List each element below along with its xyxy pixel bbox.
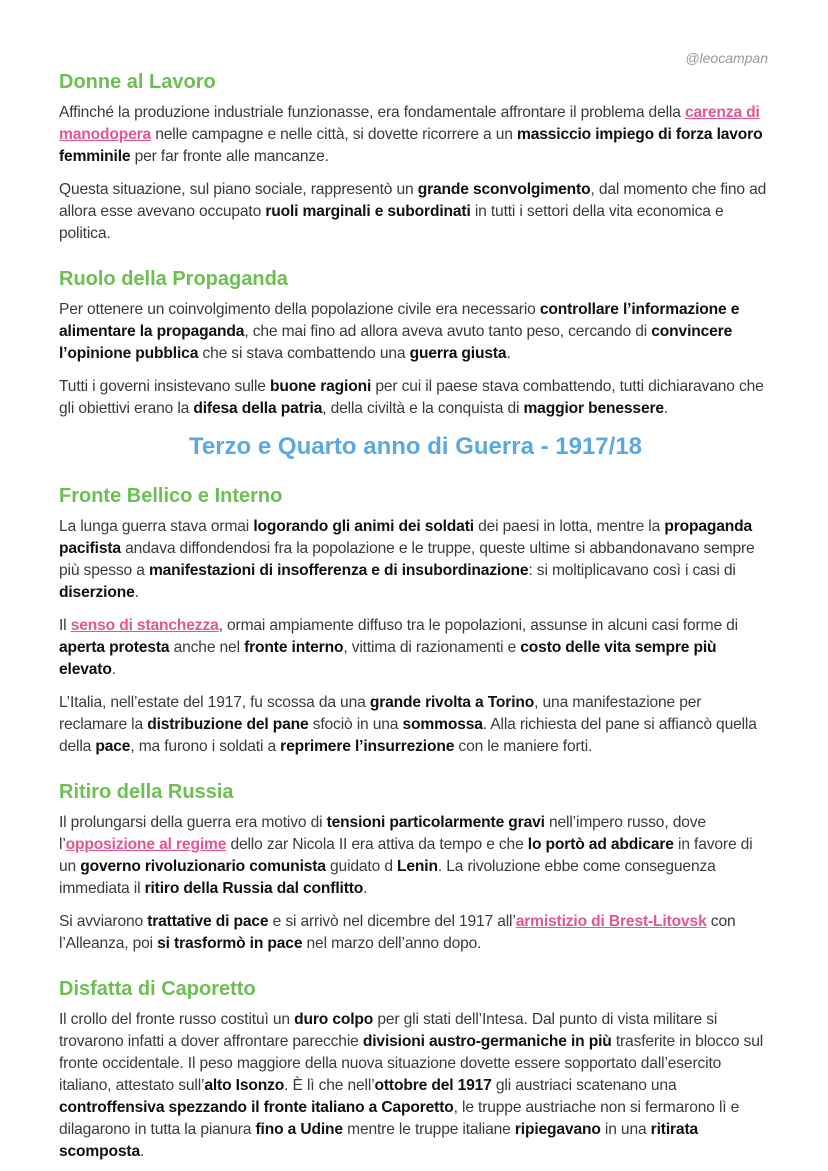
text-run: Il crollo del fronte russo costituì un	[59, 1011, 295, 1028]
bold-text: diserzione	[59, 584, 135, 601]
text-run: anche nel	[169, 639, 245, 656]
bold-text: divisioni austro-germaniche in più	[362, 1033, 612, 1050]
author-handle: @leocampan	[685, 50, 768, 66]
paragraph	[59, 299, 772, 365]
text-run: gli austriaci scatenano una	[491, 1077, 677, 1094]
text-run: .	[134, 584, 139, 601]
paragraph	[59, 812, 772, 900]
text-run: Il prolungarsi della guerra era motivo di	[59, 814, 327, 831]
bold-text: reprimere l’insurrezione	[280, 738, 455, 755]
text-run: nelle campagne e nelle città, si dovette ricorrere a un	[151, 126, 517, 143]
text-run: . È lì che nell’	[284, 1077, 375, 1094]
bold-text: costo delle vita sempre più elevato	[59, 639, 717, 678]
text-run: per gli stati dell’Intesa. Dal punto di vista militare si trovarono infatti a dover affrontare parecchie	[59, 1011, 718, 1050]
text-run: guidato d	[325, 858, 398, 875]
document-content	[59, 70, 772, 1163]
bold-text: lo portò ad abdicare	[527, 836, 674, 853]
bold-text: ritiro della Russia dal conflitto	[144, 880, 364, 897]
bold-text: sommossa	[402, 716, 483, 733]
bold-text: ruoli marginali e subordinati	[265, 203, 471, 220]
text-run: , vittima di razionamenti e	[343, 639, 521, 656]
text-run: andava diffondendosi fra la popolazione e le truppe, queste ultime si abbandonavano sempre più spesso a	[59, 540, 755, 579]
text-run: dei paesi in lotta, mentre la	[473, 518, 665, 535]
section-heading: Ruolo della Propaganda	[59, 268, 288, 290]
text-run: .	[663, 400, 669, 417]
bold-text: duro colpo	[294, 1011, 374, 1028]
bold-text: ottobre del 1917	[374, 1077, 492, 1094]
bold-text: grande rivolta a Torino	[369, 694, 535, 711]
bold-text: trattative di pace	[147, 913, 269, 930]
text-run: sfociò in una	[308, 716, 403, 733]
text-run: mentre le truppe italiane	[342, 1121, 515, 1138]
section-heading: Donne al Lavoro	[59, 71, 216, 93]
bold-text: Lenin	[397, 858, 438, 875]
section-heading: Disfatta di Caporetto	[59, 978, 256, 1000]
text-run: trasferite in blocco sul fronte occidentale. Il peso maggiore della nuova situazione dovette essere sopportato dall’esercito italiano, attestato sull’	[59, 1033, 764, 1094]
text-run: che si stava combattendo una	[198, 345, 410, 362]
text-run: Questa situazione, sul piano sociale, rappresentò un	[59, 181, 418, 198]
bold-text: propaganda pacifista	[59, 518, 753, 557]
bold-text: difesa della patria	[193, 400, 323, 417]
bold-text: convincere l’opinione pubblica	[59, 323, 733, 362]
paragraph	[59, 911, 772, 955]
bold-text: distribuzione del pane	[147, 716, 309, 733]
bold-text: manifestazioni di insofferenza e di insubordinazione	[148, 562, 529, 579]
bold-text: governo rivoluzionario comunista	[80, 858, 326, 875]
text-run: per cui il paese stava combattendo, tutti dichiaravano che gli obiettivi erano la	[59, 378, 764, 417]
paragraph	[59, 376, 772, 420]
text-run: nel marzo dell’anno dopo.	[302, 935, 482, 952]
text-run: La lunga guerra stava ormai	[59, 518, 254, 535]
text-run: , dal momento che fino ad allora esse avevano occupato	[59, 181, 767, 220]
bold-text: buone ragioni	[270, 378, 372, 395]
bold-text: fino a Udine	[255, 1121, 343, 1138]
bold-text: aperta protesta	[59, 639, 170, 656]
text-run: , della civiltà e la conquista di	[322, 400, 524, 417]
paragraph	[59, 102, 772, 168]
bold-text: tensioni particolarmente gravi	[326, 814, 545, 831]
bold-text: controffensiva spezzando il fronte italiano a Caporetto	[59, 1099, 454, 1116]
bold-text: massiccio impiego di forza lavoro femminile	[59, 126, 763, 165]
highlight-link[interactable]: armistizio di Brest-Litovsk	[515, 913, 707, 930]
section-heading: Ritiro della Russia	[59, 781, 234, 803]
bold-text: logorando gli animi dei soldati	[253, 518, 474, 535]
text-run: in favore di un	[59, 836, 753, 875]
bold-text: maggior benessere	[523, 400, 664, 417]
text-run: con le maniere forti.	[454, 738, 593, 755]
text-run: dello zar Nicola II era attiva da tempo e che	[226, 836, 528, 853]
bold-text: alto Isonzo	[204, 1077, 285, 1094]
text-run: nell’impero russo, dove l’	[59, 814, 706, 853]
text-run: . La rivoluzione ebbe come conseguenza immediata il	[59, 858, 716, 897]
highlight-link[interactable]: carenza di manodopera	[59, 104, 760, 143]
text-run: .	[139, 1143, 145, 1160]
text-run: , una manifestazione per reclamare la	[59, 694, 702, 733]
paragraph	[59, 1009, 772, 1163]
bold-text: controllare l’informazione e alimentare la propaganda	[59, 301, 740, 340]
highlight-link[interactable]: opposizione al regime	[65, 836, 227, 853]
text-run: in tutti i settori della vita economica e politica.	[59, 203, 724, 242]
bold-text: guerra giusta	[409, 345, 507, 362]
bold-text: ripiegavano	[514, 1121, 601, 1138]
bold-text: si trasformò in pace	[157, 935, 303, 952]
chapter-title: Terzo e Quarto anno di Guerra - 1917/18	[188, 433, 643, 460]
text-run: con l’Alleanza, poi	[59, 913, 736, 952]
bold-text: grande sconvolgimento	[417, 181, 591, 198]
paragraph	[59, 692, 772, 758]
text-run: Tutti i governi insistevano sulle	[59, 378, 271, 395]
text-run: L’Italia, nell’estate del 1917, fu scossa da una	[59, 694, 370, 711]
text-run: Il	[59, 617, 71, 634]
text-run: Per ottenere un coinvolgimento della popolazione civile era necessario	[59, 301, 540, 318]
text-run: Affinché la produzione industriale funzionasse, era fondamentale affrontare il problema della	[59, 104, 685, 121]
text-run: per far fronte alle mancanze.	[130, 148, 329, 165]
text-run: Si avviarono	[59, 913, 148, 930]
text-run: .	[506, 345, 511, 362]
text-run: in una	[600, 1121, 651, 1138]
paragraph	[59, 516, 772, 604]
text-run: . Alla richiesta del pane si affiancò quella della	[59, 716, 757, 755]
text-run: : si moltiplicavano così i casi di	[528, 562, 736, 579]
text-run: .	[111, 661, 116, 678]
text-run: , ma furono i soldati a	[130, 738, 281, 755]
text-run: , le truppe austriache non si fermarono lì e dilagarono in tutta la pianura	[59, 1099, 740, 1138]
text-run: e si arrivò nel dicembre del 1917 all’	[268, 913, 516, 930]
highlight-link[interactable]: senso di stanchezza	[70, 617, 219, 634]
paragraph	[59, 179, 772, 245]
text-run: , che mai fino ad allora aveva avuto tanto peso, cercando di	[244, 323, 652, 340]
section-heading: Fronte Bellico e Interno	[59, 485, 283, 507]
text-run: , ormai ampiamente diffuso tra le popolazioni, assunse in alcuni casi forme di	[218, 617, 738, 634]
text-run: .	[363, 880, 368, 897]
bold-text: pace	[95, 738, 131, 755]
bold-text: fronte interno	[244, 639, 344, 656]
bold-text: ritirata scomposta	[59, 1121, 699, 1160]
paragraph	[59, 615, 772, 681]
